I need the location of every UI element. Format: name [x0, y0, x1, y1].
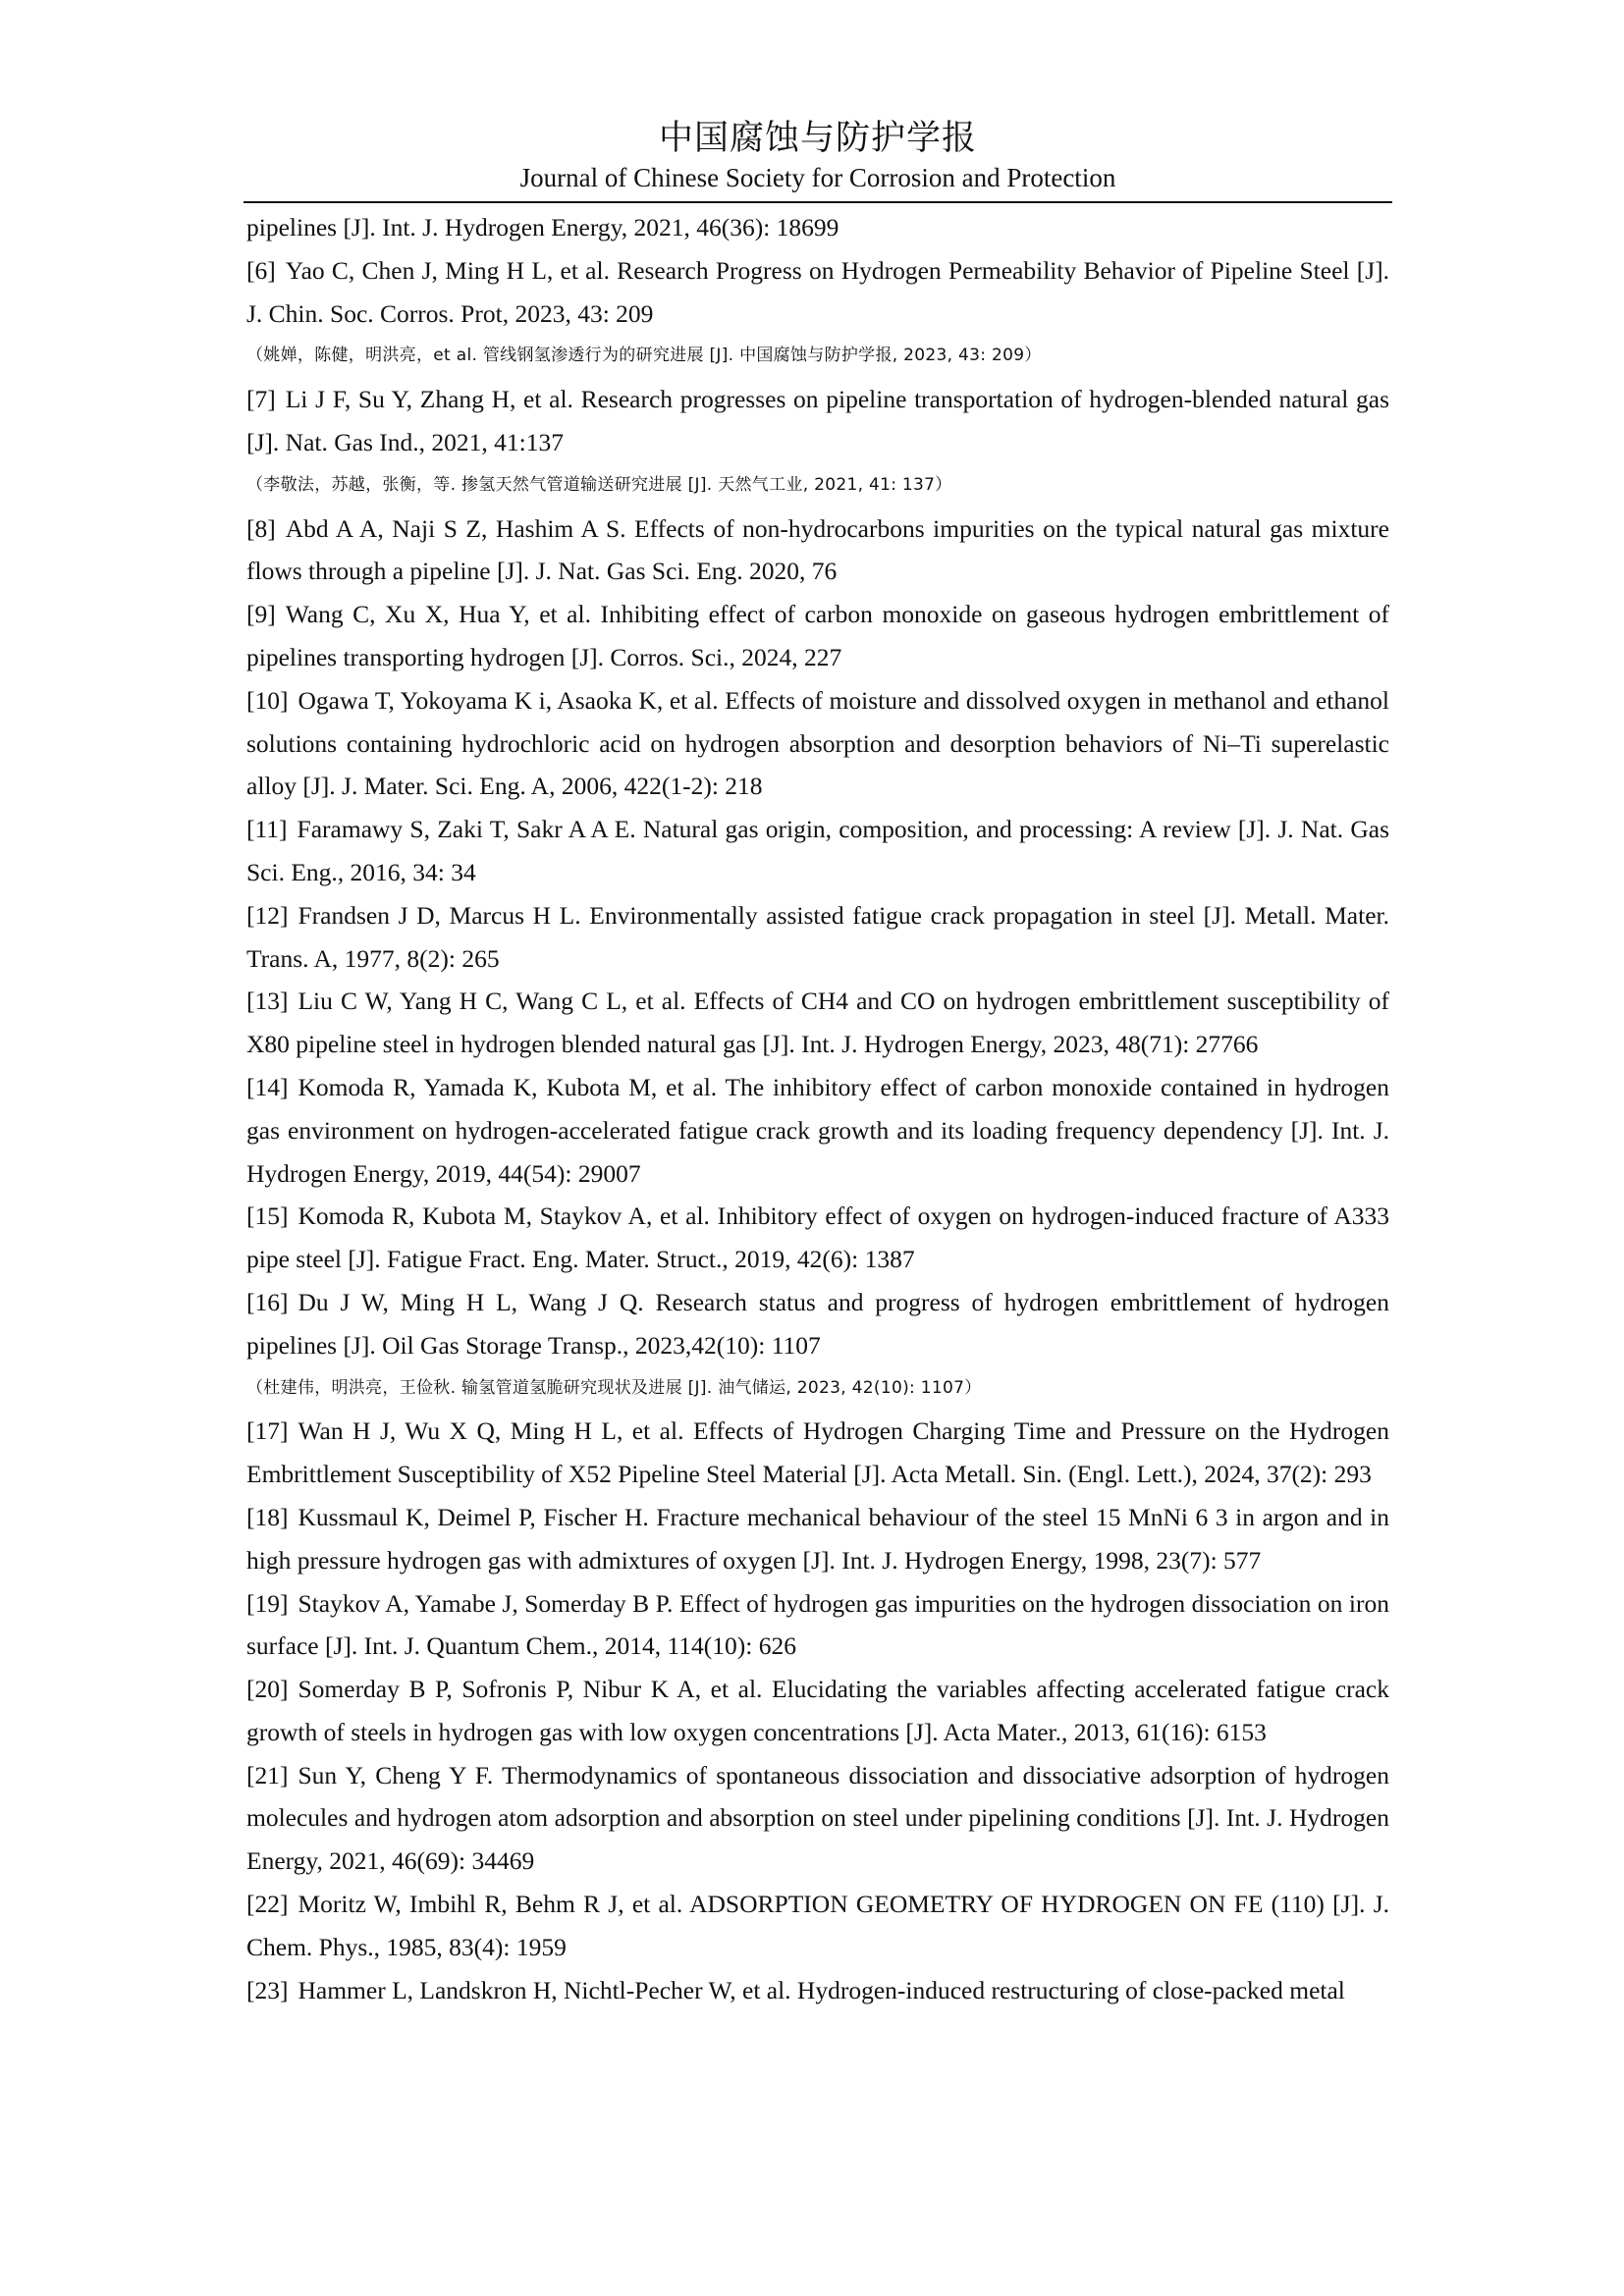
reference-number: [15]: [246, 1201, 289, 1231]
reference-chinese-translation: （李敬法，苏越，张衡，等. 掺氢天然气管道输送研究进展 [J]. 天然气工业, 2021, 41: 137）: [246, 474, 952, 495]
reference-entry: [246, 1496, 1389, 1582]
reference-chinese-translation: （杜建伟，明洪亮，王俭秋. 输氢管道氢脆研究现状及进展 [J]. 油气储运, 2023, 42(10): 1107）: [246, 1377, 982, 1398]
reference-entry: [246, 980, 1389, 1066]
reference-number: [7]: [246, 385, 276, 414]
reference-entry: [246, 1668, 1389, 1754]
reference-number: [19]: [246, 1588, 289, 1618]
reference-text: Liu C W, Yang H C, Wang C L, et al. Effects of CH4 and CO on hydrogen embrittlement susceptibility of X80 pipeline steel in hydrogen blended natural gas [J]. Int. J. Hydrogen Energy, 2023, 48(71): 27766: [246, 987, 1389, 1059]
journal-title-chinese: 中国腐蚀与防护学报: [658, 119, 977, 158]
header-rule: [244, 201, 1392, 203]
reference-entry: [246, 593, 1389, 679]
reference-number: [8]: [246, 513, 276, 543]
reference-entry: [246, 1410, 1389, 1496]
reference-number: [6]: [246, 255, 276, 285]
reference-text: Sun Y, Cheng Y F. Thermodynamics of spontaneous dissociation and dissociative adsorption of hydrogen molecules and hydrogen atom adsorption and absorption on steel under pipelining conditions [J]. Int. J. Hydrogen Energy, 2021, 46(69): 34469: [246, 1760, 1389, 1876]
reference-entry: [246, 206, 1389, 249]
reference-text: Li J F, Su Y, Zhang H, et al. Research progresses on pipeline transportation of hydrogen-blended natural gas [J]. Nat. Gas Ind., 2021, 41:137: [246, 385, 1389, 456]
reference-text: Du J W, Ming H L, Wang J Q. Research status and progress of hydrogen embrittlement of hydrogen pipelines [J]. Oil Gas Storage Transp., 2023,42(10): 1107: [246, 1287, 1389, 1360]
reference-entry: [246, 1754, 1389, 1883]
reference-number: [14]: [246, 1072, 289, 1101]
reference-entry: [246, 1883, 1389, 1969]
reference-entry: [246, 249, 1389, 336]
journal-header: [244, 116, 1392, 194]
reference-entry: [246, 1066, 1389, 1195]
reference-text: Abd A A, Naji S Z, Hashim A S. Effects of non-hydrocarbons impurities on the typical natural gas mixture flows through a pipeline [J]. J. Nat. Gas Sci. Eng. 2020, 76: [246, 513, 1389, 586]
reference-entry: [246, 808, 1389, 894]
reference-text: Faramawy S, Zaki T, Sakr A A E. Natural gas origin, composition, and processing: A review [J]. J. Nat. Gas Sci. Eng., 2016, 34: 34: [246, 815, 1389, 886]
reference-number: [21]: [246, 1760, 289, 1789]
reference-list: [246, 206, 1389, 2011]
reference-number: [16]: [246, 1287, 289, 1316]
reference-entry: [246, 1582, 1389, 1669]
reference-chinese-translation: （姚婵，陈健，明洪亮，et al. 管线钢氢渗透行为的研究进展 [J]. 中国腐蚀与防护学报, 2023, 43: 209）: [246, 346, 1042, 366]
reference-text: Wan H J, Wu X Q, Ming H L, et al. Effects of Hydrogen Charging Time and Pressure on the Hydrogen Embrittlement Susceptibility of X52 Pipeline Steel Material [J]. Acta Metall. Sin. (Engl. Lett.), 2024, 37(2): 293: [246, 1416, 1389, 1489]
reference-number: [11]: [246, 815, 288, 844]
reference-text: Somerday B P, Sofronis P, Nibur K A, et al. Elucidating the variables affecting accelerated fatigue crack growth of steels in hydrogen gas with low oxygen concentrations [J]. Acta Mater., 2013, 61(16): 6153: [246, 1675, 1389, 1746]
reference-entry: [246, 1969, 1389, 2012]
reference-number: [17]: [246, 1416, 289, 1446]
reference-text: Komoda R, Kubota M, Staykov A, et al. Inhibitory effect of oxygen on hydrogen-induced fracture of A333 pipe steel [J]. Fatigue Fract. Eng. Mater. Struct., 2019, 42(6): 1387: [246, 1201, 1389, 1274]
reference-number: [13]: [246, 987, 289, 1016]
reference-number: [18]: [246, 1502, 289, 1531]
reference-entry: [246, 894, 1389, 981]
reference-number: [22]: [246, 1890, 289, 1919]
reference-text: Ogawa T, Yokoyama K i, Asaoka K, et al. Effects of moisture and dissolved oxygen in methanol and ethanol solutions containing hydrochloric acid on hydrogen absorption and desorption behaviors of Ni–Ti superelastic alloy [J]. J. Mater. Sci. Eng. A, 2006, 422(1-2): 218: [246, 685, 1389, 801]
journal-title-english: Journal of Chinese Society for Corrosion and Protection: [519, 163, 1116, 192]
reference-number: [20]: [246, 1675, 289, 1704]
reference-text: Staykov A, Yamabe J, Somerday B P. Effect of hydrogen gas impurities on the hydrogen dissociation on iron surface [J]. Int. J. Quantum Chem., 2014, 114(10): 626: [246, 1588, 1389, 1661]
reference-text: Yao C, Chen J, Ming H L, et al. Research Progress on Hydrogen Permeability Behavior of Pipeline Steel [J]. J. Chin. Soc. Corros. Prot, 2023, 43: 209: [246, 255, 1389, 328]
reference-text: pipelines [J]. Int. J. Hydrogen Energy, 2021, 46(36): 18699: [246, 213, 839, 241]
reference-entry: [246, 378, 1389, 464]
reference-text: Hammer L, Landskron H, Nichtl-Pecher W, et al. Hydrogen-induced restructuring of close-packed metal: [298, 1975, 1345, 2004]
reference-text: Frandsen J D, Marcus H L. Environmentally assisted fatigue crack propagation in steel [J]. Metall. Mater. Trans. A, 1977, 8(2): 265: [246, 900, 1389, 973]
reference-entry: [246, 1195, 1389, 1281]
reference-number: [9]: [246, 600, 276, 629]
reference-text: Komoda R, Yamada K, Kubota M, et al. The inhibitory effect of carbon monoxide contained in hydrogen gas environment on hydrogen-accelerated fatigue crack growth and its loading frequency dependency [J]. Int. J. Hydrogen Energy, 2019, 44(54): 29007: [246, 1072, 1389, 1188]
reference-entry: [246, 679, 1389, 808]
reference-entry: [246, 1281, 1389, 1367]
reference-text: Wang C, Xu X, Hua Y, et al. Inhibiting effect of carbon monoxide on gaseous hydrogen embrittlement of pipelines transporting hydrogen [J]. Corros. Sci., 2024, 227: [246, 600, 1389, 671]
reference-number: [23]: [246, 1975, 289, 2004]
reference-text: Moritz W, Imbihl R, Behm R J, et al. ADSORPTION GEOMETRY OF HYDROGEN ON FE (110) [J]. J. Chem. Phys., 1985, 83(4): 1959: [246, 1890, 1389, 1961]
reference-text: Kussmaul K, Deimel P, Fischer H. Fracture mechanical behaviour of the steel 15 MnNi 6 3 in argon and in high pressure hydrogen gas with admixtures of oxygen [J]. Int. J. Hydrogen Energy, 1998, 23(7): 577: [246, 1502, 1389, 1575]
reference-entry: [246, 507, 1389, 594]
reference-number: [10]: [246, 685, 289, 715]
reference-number: [12]: [246, 900, 289, 930]
